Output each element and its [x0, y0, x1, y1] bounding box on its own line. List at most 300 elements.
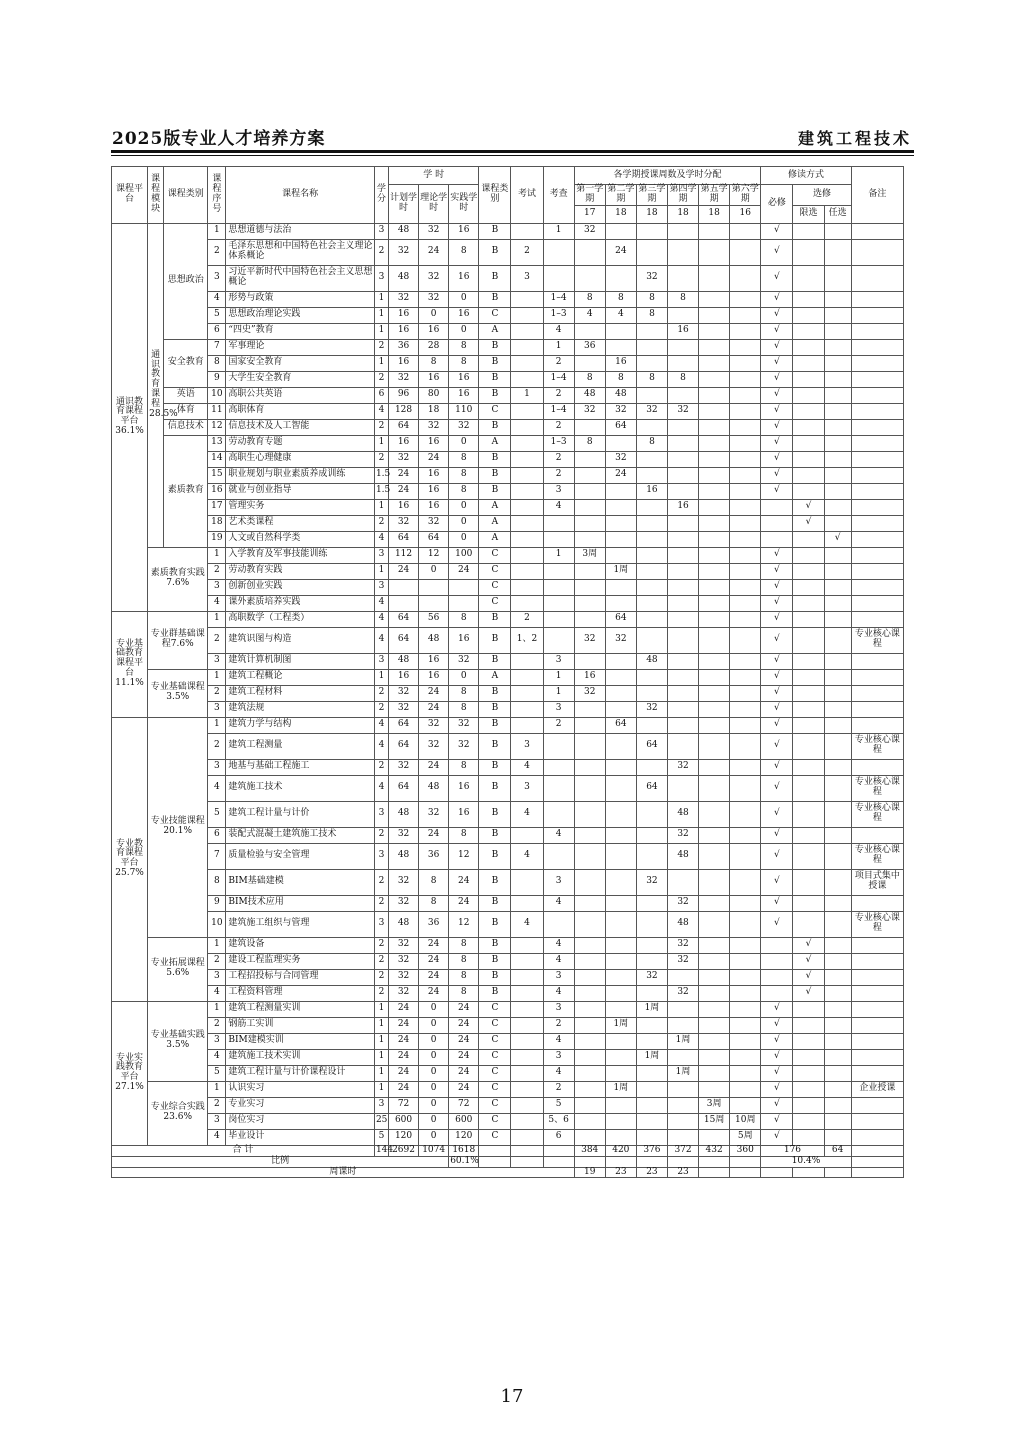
course-seq: 1 [208, 717, 226, 733]
semester-cell [699, 355, 730, 371]
required-mark: √ [761, 869, 793, 895]
table-row [112, 869, 904, 895]
course-exam: 2 [511, 611, 543, 627]
free-mark [824, 869, 851, 895]
course-theory: 8 [419, 355, 449, 371]
semester-cell [699, 323, 730, 339]
course-plan: 72 [388, 1097, 418, 1113]
limited-mark [793, 701, 824, 717]
course-name: 就业与创业指导 [226, 483, 375, 499]
semester-cell: 48 [605, 387, 636, 403]
required-mark: √ [761, 653, 793, 669]
course-note [851, 669, 903, 685]
course-type: C [479, 1033, 511, 1049]
free-mark [824, 843, 851, 869]
course-theory: 32 [419, 801, 449, 827]
course-type: B [479, 339, 511, 355]
semester-cell [636, 827, 667, 843]
semester-cell [636, 1017, 667, 1033]
course-plan: 32 [388, 895, 418, 911]
course-seq: 1 [208, 223, 226, 239]
course-plan: 32 [388, 701, 418, 717]
course-plan: 32 [388, 869, 418, 895]
th-weeks: 18 [636, 205, 667, 223]
course-name: 职业规划与职业素质养成训练 [226, 467, 375, 483]
course-name: 军事理论 [226, 339, 375, 355]
course-theory: 16 [419, 483, 449, 499]
course-exam [511, 515, 543, 531]
semester-cell [699, 953, 730, 969]
semester-cell [699, 483, 730, 499]
semester-cell [574, 531, 605, 547]
semester-cell [730, 733, 761, 759]
free-mark [824, 371, 851, 387]
course-theory: 16 [419, 435, 449, 451]
semester-cell [699, 531, 730, 547]
semester-cell [574, 843, 605, 869]
course-seq: 19 [208, 531, 226, 547]
course-seq: 1 [208, 669, 226, 685]
semester-cell [730, 937, 761, 953]
semester-cell [605, 1065, 636, 1081]
course-check: 2 [543, 467, 574, 483]
course-type: B [479, 467, 511, 483]
table-row [112, 911, 904, 937]
required-mark: √ [761, 579, 793, 595]
course-exam [511, 339, 543, 355]
semester-cell [667, 239, 698, 265]
free-mark [824, 239, 851, 265]
course-type: A [479, 669, 511, 685]
course-name: 建筑工程概论 [226, 669, 375, 685]
limited-mark [793, 1049, 824, 1065]
course-check: 1 [543, 339, 574, 355]
table-row [112, 1017, 904, 1033]
course-note [851, 483, 903, 499]
course-plan: 48 [388, 265, 418, 291]
semester-cell [699, 653, 730, 669]
course-plan: 16 [388, 323, 418, 339]
course-exam [511, 869, 543, 895]
course-seq: 7 [208, 843, 226, 869]
limited-mark [793, 717, 824, 733]
course-practice: 8 [449, 339, 479, 355]
course-credit: 1 [374, 355, 388, 371]
course-check: 3 [543, 969, 574, 985]
semester-cell [699, 685, 730, 701]
free-mark [824, 717, 851, 733]
course-plan: 32 [388, 969, 418, 985]
course-name: 建筑工程材料 [226, 685, 375, 701]
course-check: 2 [543, 717, 574, 733]
course-plan: 32 [388, 371, 418, 387]
course-theory: 0 [419, 1049, 449, 1065]
course-check [543, 627, 574, 653]
semester-cell [667, 733, 698, 759]
semester-cell: 32 [636, 701, 667, 717]
semester-cell: 32 [667, 895, 698, 911]
course-check: 1–3 [543, 307, 574, 323]
semester-cell [574, 775, 605, 801]
semester-cell [636, 759, 667, 775]
semester-cell: 48 [667, 801, 698, 827]
course-practice: 0 [449, 291, 479, 307]
limited-mark: √ [793, 953, 824, 969]
semester-cell: 1周 [667, 1065, 698, 1081]
semester-cell: 16 [636, 483, 667, 499]
limited-mark [793, 371, 824, 387]
semester-cell [730, 985, 761, 1001]
course-credit: 3 [374, 265, 388, 291]
course-practice: 24 [449, 1001, 479, 1017]
course-plan: 48 [388, 843, 418, 869]
semester-cell [667, 419, 698, 435]
course-seq: 7 [208, 339, 226, 355]
semester-cell [730, 911, 761, 937]
semester-cell [605, 579, 636, 595]
course-practice: 8 [449, 937, 479, 953]
course-plan: 16 [388, 355, 418, 371]
semester-cell [667, 451, 698, 467]
platform-cell: 专业实践教育平台27.1% [112, 1001, 148, 1145]
limited-mark [793, 1033, 824, 1049]
course-note [851, 419, 903, 435]
course-check: 4 [543, 937, 574, 953]
course-seq: 9 [208, 895, 226, 911]
course-exam [511, 1001, 543, 1017]
semester-cell [730, 323, 761, 339]
free-mark [824, 499, 851, 515]
th-practice: 实践学时 [449, 185, 479, 224]
semester-cell [574, 419, 605, 435]
course-name: 思想政治理论实践 [226, 307, 375, 323]
semester-cell [730, 611, 761, 627]
course-exam [511, 1049, 543, 1065]
required-mark: √ [761, 627, 793, 653]
th-mode: 修读方式 [761, 167, 851, 185]
course-name: 人文或自然科学类 [226, 531, 375, 547]
course-plan: 96 [388, 387, 418, 403]
table-row [112, 323, 904, 339]
semester-cell: 8 [574, 371, 605, 387]
course-theory: 36 [419, 843, 449, 869]
category-cell: 专业综合实践23.6% [148, 1081, 208, 1145]
semester-cell [636, 579, 667, 595]
course-check: 1–3 [543, 435, 574, 451]
course-theory: 80 [419, 387, 449, 403]
course-type: B [479, 869, 511, 895]
course-practice: 600 [449, 1113, 479, 1129]
table-row [112, 1097, 904, 1113]
semester-cell [699, 403, 730, 419]
semester-cell [605, 483, 636, 499]
course-type: C [479, 563, 511, 579]
table-row [112, 1065, 904, 1081]
course-plan: 24 [388, 1033, 418, 1049]
semester-cell [699, 563, 730, 579]
semester-cell [636, 843, 667, 869]
semester-cell [605, 265, 636, 291]
platform-cell: 专业基础教育课程平台11.1% [112, 611, 148, 717]
course-seq: 2 [208, 1017, 226, 1033]
semester-cell: 8 [605, 291, 636, 307]
required-mark: √ [761, 1129, 793, 1145]
semester-cell [730, 869, 761, 895]
ratio-elective: 10.4% [761, 1156, 851, 1167]
course-note [851, 895, 903, 911]
course-seq: 2 [208, 1097, 226, 1113]
semester-cell [730, 1097, 761, 1113]
course-practice: 32 [449, 653, 479, 669]
semester-cell [667, 627, 698, 653]
semester-cell [605, 435, 636, 451]
semester-cell [730, 1001, 761, 1017]
free-mark [824, 701, 851, 717]
course-check: 4 [543, 953, 574, 969]
semester-cell: 32 [667, 403, 698, 419]
course-theory: 32 [419, 223, 449, 239]
semester-cell [699, 291, 730, 307]
semester-cell [636, 339, 667, 355]
course-plan: 32 [388, 937, 418, 953]
course-type: B [479, 239, 511, 265]
weekly-sem: 23 [605, 1167, 636, 1178]
semester-cell: 4 [605, 307, 636, 323]
semester-cell [699, 387, 730, 403]
course-plan: 24 [388, 1065, 418, 1081]
limited-mark [793, 451, 824, 467]
semester-cell [636, 223, 667, 239]
course-check [543, 595, 574, 611]
semester-cell [574, 895, 605, 911]
semester-cell [667, 579, 698, 595]
course-seq: 3 [208, 579, 226, 595]
course-credit: 2 [374, 451, 388, 467]
course-note [851, 717, 903, 733]
semester-cell [730, 355, 761, 371]
semester-cell [574, 239, 605, 265]
course-credit: 25 [374, 1113, 388, 1129]
course-exam [511, 355, 543, 371]
course-check [543, 801, 574, 827]
semester-cell [574, 953, 605, 969]
semester-cell [574, 1049, 605, 1065]
semester-cell [667, 355, 698, 371]
course-credit: 2 [374, 339, 388, 355]
course-theory: 0 [419, 563, 449, 579]
limited-mark [793, 419, 824, 435]
course-credit: 1 [374, 291, 388, 307]
course-note [851, 239, 903, 265]
semester-cell [636, 685, 667, 701]
course-plan: 64 [388, 733, 418, 759]
course-name: 质量检验与安全管理 [226, 843, 375, 869]
table-row [112, 563, 904, 579]
table-row [112, 515, 904, 531]
free-mark [824, 339, 851, 355]
semester-cell [605, 323, 636, 339]
free-mark [824, 355, 851, 371]
course-seq: 3 [208, 1113, 226, 1129]
course-practice: 8 [449, 969, 479, 985]
course-type: C [479, 595, 511, 611]
course-exam: 4 [511, 759, 543, 775]
course-seq: 2 [208, 239, 226, 265]
semester-cell [699, 239, 730, 265]
course-seq: 6 [208, 323, 226, 339]
free-mark [824, 403, 851, 419]
course-note [851, 685, 903, 701]
course-exam: 4 [511, 911, 543, 937]
course-check: 3 [543, 1001, 574, 1017]
course-seq: 1 [208, 547, 226, 563]
course-seq: 9 [208, 371, 226, 387]
course-name: 劳动教育实践 [226, 563, 375, 579]
semester-cell [730, 595, 761, 611]
table-row [112, 827, 904, 843]
course-type: A [479, 323, 511, 339]
limited-mark [793, 579, 824, 595]
course-credit: 1 [374, 323, 388, 339]
semester-cell [605, 1129, 636, 1145]
course-type: A [479, 515, 511, 531]
course-seq: 3 [208, 653, 226, 669]
semester-cell [667, 669, 698, 685]
table-row [112, 701, 904, 717]
course-type: B [479, 627, 511, 653]
semester-cell: 48 [574, 387, 605, 403]
course-name: 建筑计算机制图 [226, 653, 375, 669]
semester-cell [636, 953, 667, 969]
course-type: A [479, 435, 511, 451]
semester-cell [730, 265, 761, 291]
semester-cell [699, 595, 730, 611]
course-check: 5 [543, 1097, 574, 1113]
course-check: 1 [543, 223, 574, 239]
semester-cell: 1周 [636, 1049, 667, 1065]
course-type: A [479, 531, 511, 547]
course-theory: 16 [419, 467, 449, 483]
course-credit: 4 [374, 595, 388, 611]
weekly-sem: 19 [574, 1167, 605, 1178]
semester-cell [605, 985, 636, 1001]
category-cell: 专业群基础课程7.6% [148, 611, 208, 669]
course-note: 企业授课 [851, 1081, 903, 1097]
table-row [112, 355, 904, 371]
semester-cell [667, 515, 698, 531]
table-row [112, 627, 904, 653]
course-credit: 2 [374, 969, 388, 985]
course-theory: 56 [419, 611, 449, 627]
semester-cell [605, 775, 636, 801]
semester-cell [605, 911, 636, 937]
totals-required: 176 [761, 1145, 824, 1156]
semester-cell [605, 223, 636, 239]
semester-cell: 32 [574, 403, 605, 419]
semester-cell [605, 547, 636, 563]
course-note [851, 499, 903, 515]
th-semesters: 各学期授课周数及学时分配 [574, 167, 761, 185]
semester-cell [730, 223, 761, 239]
course-exam [511, 483, 543, 499]
totals-plan: 2692 [388, 1145, 418, 1156]
semester-cell [605, 669, 636, 685]
table-row [112, 843, 904, 869]
course-check [543, 515, 574, 531]
semester-cell: 15周 [699, 1113, 730, 1129]
course-type: B [479, 759, 511, 775]
semester-cell [636, 1033, 667, 1049]
semester-cell: 64 [605, 717, 636, 733]
table-row [112, 1113, 904, 1129]
course-type: B [479, 223, 511, 239]
semester-cell [574, 483, 605, 499]
course-practice: 8 [449, 239, 479, 265]
course-type: B [479, 895, 511, 911]
semester-cell [667, 653, 698, 669]
table-row [112, 1001, 904, 1017]
semester-cell [699, 827, 730, 843]
th-platform: 课程平台 [112, 167, 148, 224]
course-check: 1–4 [543, 291, 574, 307]
semester-cell [730, 701, 761, 717]
course-check: 3 [543, 483, 574, 499]
limited-mark [793, 1001, 824, 1017]
course-plan: 32 [388, 953, 418, 969]
course-plan: 64 [388, 775, 418, 801]
course-theory: 32 [419, 515, 449, 531]
course-plan: 64 [388, 531, 418, 547]
course-note [851, 355, 903, 371]
course-theory: 16 [419, 669, 449, 685]
semester-cell [636, 323, 667, 339]
semester-cell [699, 937, 730, 953]
semester-cell [730, 563, 761, 579]
semester-cell [730, 969, 761, 985]
semester-cell [667, 483, 698, 499]
free-mark [824, 419, 851, 435]
course-credit: 1 [374, 435, 388, 451]
course-type: B [479, 653, 511, 669]
course-plan: 24 [388, 483, 418, 499]
free-mark [824, 969, 851, 985]
semester-cell: 32 [667, 937, 698, 953]
course-type: B [479, 801, 511, 827]
semester-cell [699, 499, 730, 515]
course-seq: 4 [208, 1129, 226, 1145]
table-row [112, 717, 904, 733]
semester-cell [730, 307, 761, 323]
course-plan: 32 [388, 291, 418, 307]
course-check [543, 759, 574, 775]
semester-cell [667, 1129, 698, 1145]
course-exam [511, 371, 543, 387]
semester-cell [636, 611, 667, 627]
course-check: 1 [543, 669, 574, 685]
course-practice [449, 595, 479, 611]
course-plan: 16 [388, 307, 418, 323]
course-practice: 0 [449, 499, 479, 515]
semester-cell [699, 435, 730, 451]
required-mark: √ [761, 733, 793, 759]
semester-cell [730, 953, 761, 969]
free-mark [824, 685, 851, 701]
semester-cell [636, 563, 667, 579]
th-plan: 计划学时 [388, 185, 418, 224]
free-mark [824, 435, 851, 451]
required-mark: √ [761, 435, 793, 451]
semester-cell: 1周 [605, 563, 636, 579]
